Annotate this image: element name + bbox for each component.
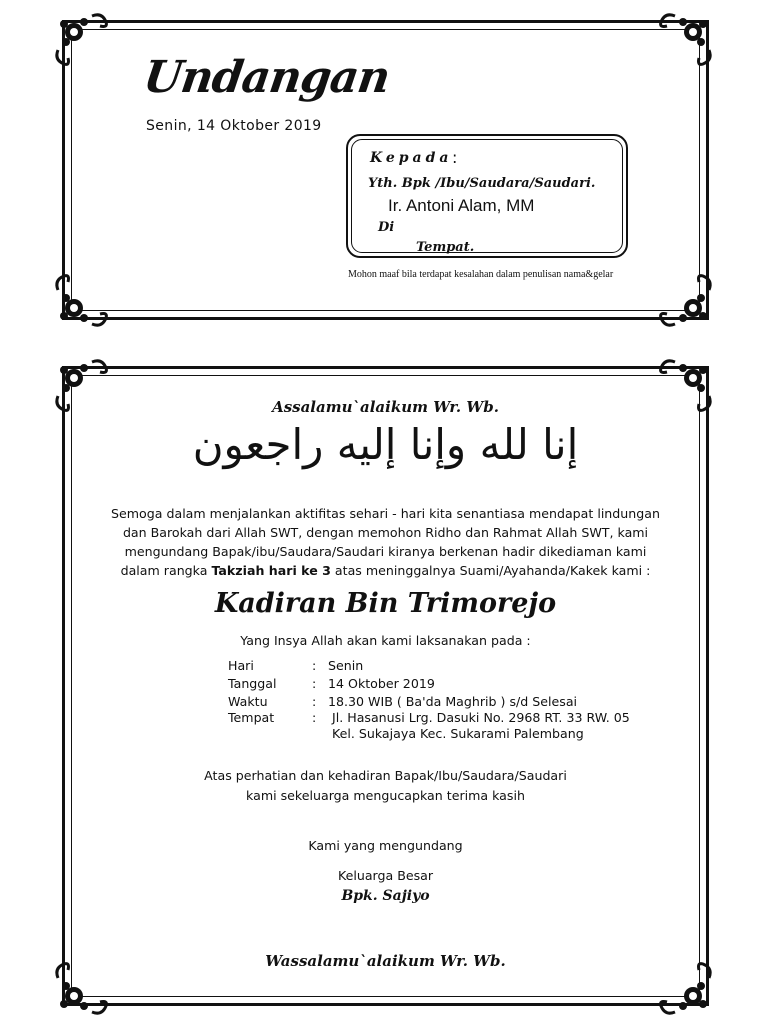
takziah-emphasis: Takziah hari ke 3 (211, 563, 331, 578)
thanks-line: kami sekeluarga mengucapkan terima kasih (246, 788, 525, 803)
kepada-label: Kepada (370, 150, 453, 166)
detail-value: Senin (328, 658, 364, 673)
floral-corner-icon (52, 10, 112, 70)
body-line: Semoga dalam menjalankan aktifitas sehari - hari kita senantiasa mendapat lindungan (111, 506, 660, 521)
floral-corner-icon (655, 10, 715, 70)
detail-colon: : (312, 694, 317, 709)
detail-value: Jl. Hasanusi Lrg. Dasuki No. 2968 RT. 33 RW. 05 (332, 710, 630, 725)
di-label: Di (378, 220, 395, 235)
closing-greeting: Wassalamu`alaikum Wr. Wb. (265, 952, 506, 970)
opening-greeting: Assalamu`alaikum Wr. Wb. (272, 398, 499, 416)
detail-label: Hari (228, 658, 254, 673)
body-line: dan Barokah dari Allah SWT, dengan memohon Ridho dan Rahmat Allah SWT, kami (122, 525, 649, 540)
detail-tempat (228, 710, 630, 725)
deceased-name: Kadiran Bin Trimorejo (214, 588, 557, 619)
floral-corner-icon (655, 356, 715, 416)
envelope-title: Undangan (140, 52, 393, 103)
body-line (62, 561, 709, 580)
detail-label: Tanggal (228, 676, 277, 691)
schedule-intro: Yang Insya Allah akan kami laksanakan pada : (240, 633, 531, 648)
floral-corner-icon (655, 270, 715, 330)
envelope-date: Senin, 14 Oktober 2019 (146, 118, 322, 134)
keluarga-besar: Keluarga Besar (337, 868, 434, 883)
host-name: Bpk. Sajiyo (341, 888, 430, 904)
kami-mengundang: Kami yang mengundang (308, 838, 463, 853)
tempat-label: Tempat. (416, 240, 475, 255)
recipient-name: Ir. Antoni Alam, MM (388, 196, 535, 215)
detail-waktu (228, 694, 577, 709)
kepada-colon: : (452, 148, 458, 167)
thanks-line: Atas perhatian dan kehadiran Bapak/Ibu/Saudara/Saudari (204, 768, 567, 783)
body-text-pre: dalam rangka (120, 563, 212, 578)
detail-value: 14 Oktober 2019 (328, 676, 435, 691)
detail-hari (228, 658, 363, 673)
floral-corner-icon (52, 356, 112, 416)
floral-corner-icon (655, 958, 715, 1018)
detail-tanggal (228, 676, 435, 691)
detail-colon: : (312, 710, 317, 725)
detail-tempat-line2 (228, 726, 584, 741)
body-line: mengundang Bapak/ibu/Saudara/Saudari kiranya berkenan hadir dikediaman kami (124, 544, 647, 559)
arabic-calligraphy: إنا لله وإنا إليه راجعون (192, 420, 579, 469)
recipient-honorific: Yth. Bpk /Ibu/Saudara/Saudari. (368, 176, 596, 191)
address-box (346, 134, 628, 258)
floral-corner-icon (52, 270, 112, 330)
body-text-post: atas meninggalnya Suami/Ayahanda/Kakek kami : (330, 563, 651, 578)
detail-label: Tempat (228, 710, 275, 725)
detail-colon: : (312, 676, 317, 691)
invitation-body (62, 504, 709, 580)
detail-value: Kel. Sukajaya Kec. Sukarami Palembang (332, 726, 584, 741)
apology-note: Mohon maaf bila terdapat kesalahan dalam penulisan nama&gelar (348, 269, 614, 280)
detail-colon: : (312, 658, 317, 673)
detail-label: Waktu (228, 694, 268, 709)
floral-corner-icon (52, 958, 112, 1018)
detail-value: 18.30 WIB ( Ba'da Maghrib ) s/d Selesai (328, 694, 578, 709)
